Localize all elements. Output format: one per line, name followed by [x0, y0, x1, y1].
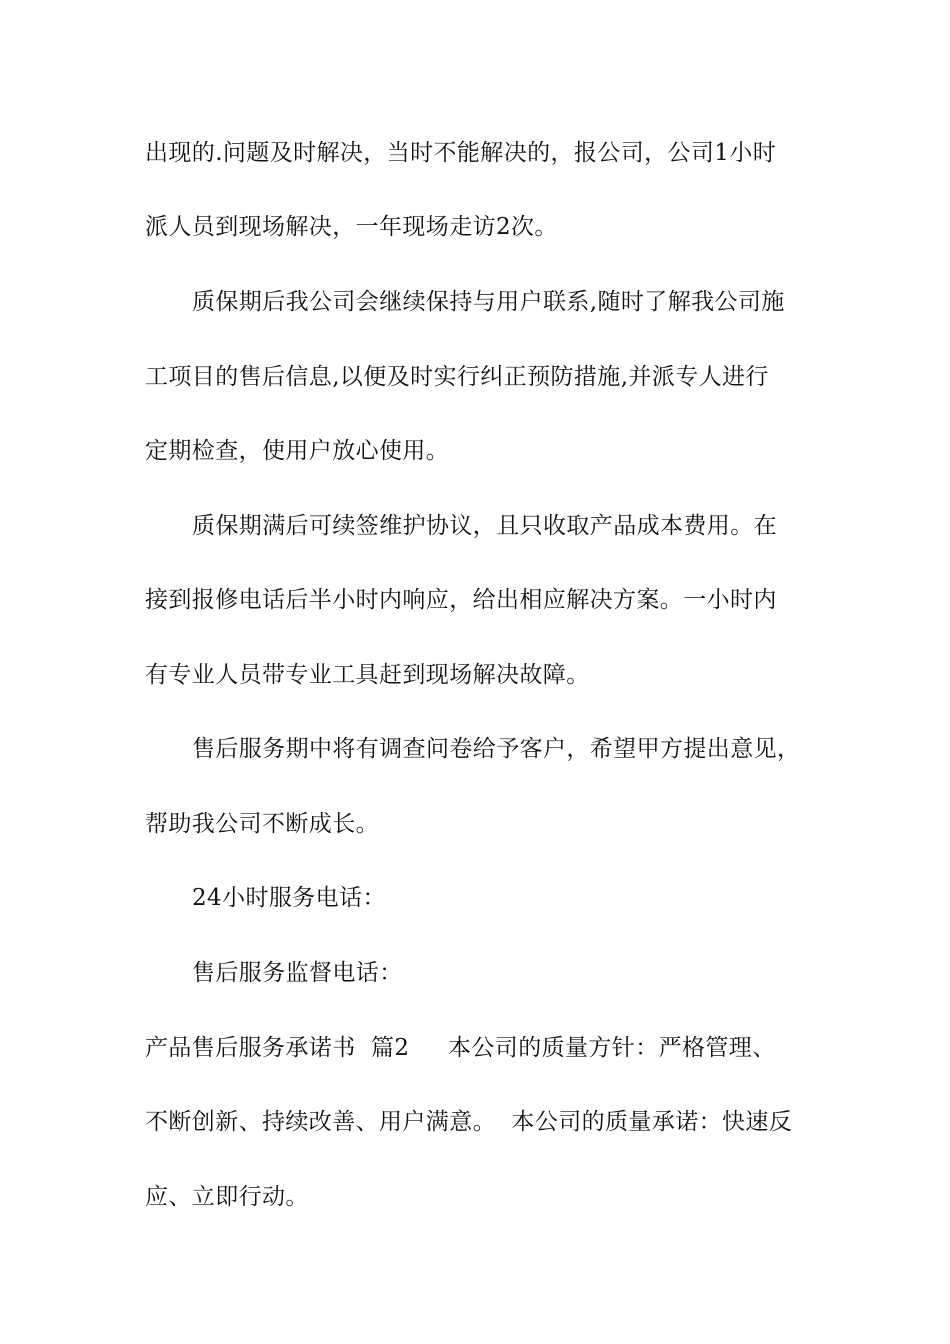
paragraph-line-7: 接到报修电话后半小时内响应，给出相应解决方案。一小时内: [145, 587, 777, 613]
paragraph-line-10: 帮助我公司不断成长。: [145, 811, 379, 837]
paragraph-line-8: 有专业人员带专业工具赶到现场解决故障。: [145, 662, 590, 688]
paragraph-line-2: 派人员到现场解决，一年现场走访2次。: [145, 214, 558, 240]
service-phone-line: 24小时服务电话：: [192, 885, 386, 911]
paragraph-line-3: 质保期后我公司会继续保持与用户联系,随时了解我公司施: [192, 289, 785, 315]
paragraph-line-9: 售后服务期中将有调查问卷给予客户，希望甲方提出意见，: [192, 736, 801, 762]
paragraph-line-6: 质保期满后可续签维护协议，且只收取产品成本费用。在: [192, 513, 777, 539]
paragraph-line-15: 应、立即行动。: [145, 1184, 309, 1210]
section-heading-line: 产品售后服务承诺书 篇2 本公司的质量方针：严格管理、: [145, 1035, 776, 1061]
supervision-phone-line: 售后服务监督电话：: [192, 960, 403, 986]
paragraph-line-14: 不断创新、持续改善、用户满意。 本公司的质量承诺：快速反: [145, 1109, 793, 1135]
paragraph-line-4: 工项目的售后信息,以便及时实行纠正预防措施,并派专人进行: [145, 364, 769, 390]
paragraph-line-5: 定期检查，使用户放心使用。: [145, 438, 450, 464]
paragraph-line-1: 出现的.问题及时解决，当时不能解决的，报公司，公司1小时: [145, 140, 777, 166]
